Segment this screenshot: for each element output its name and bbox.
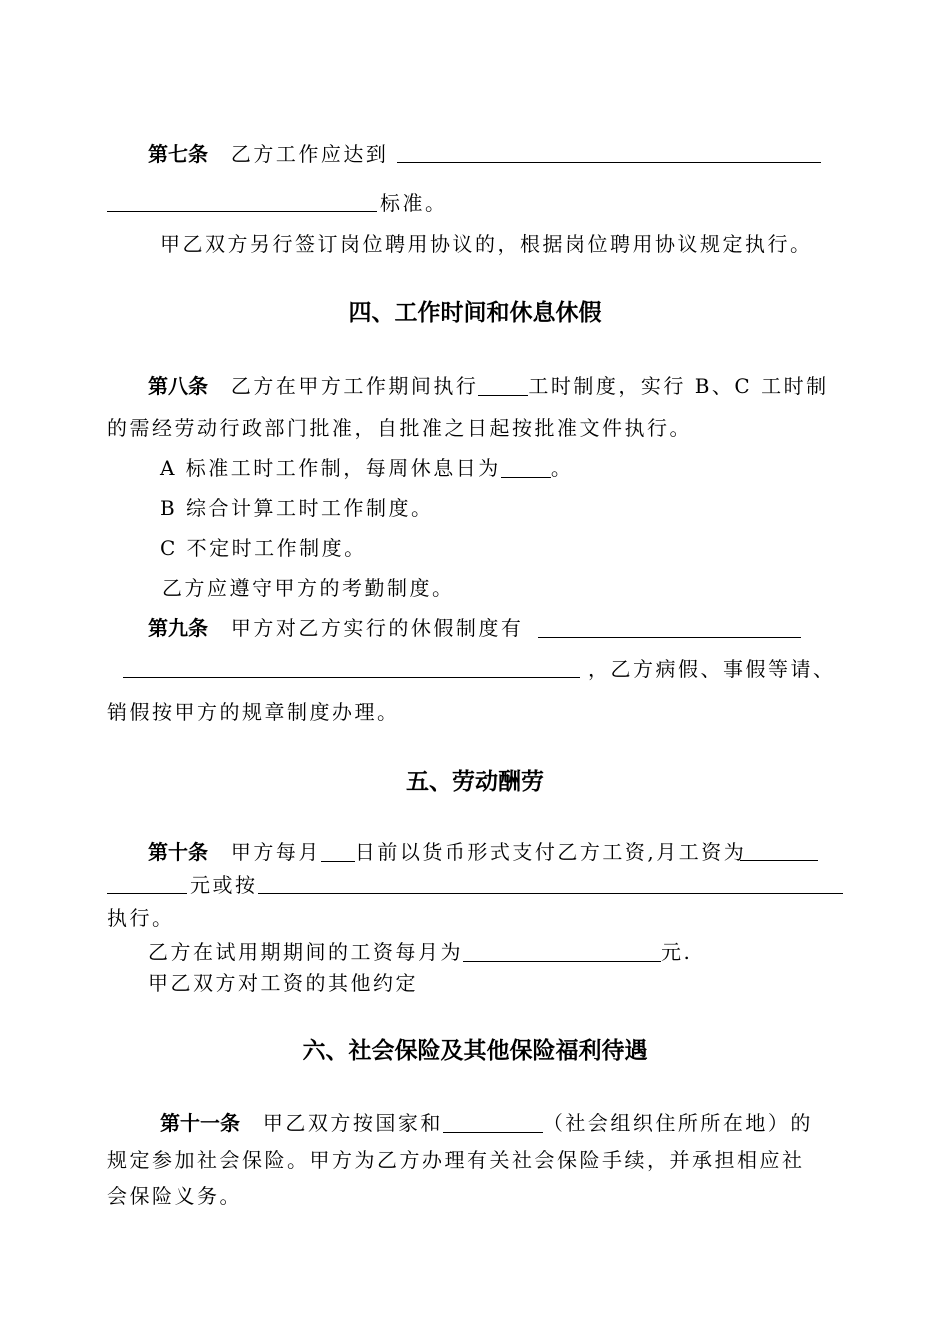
article-7-blank-2 — [107, 211, 377, 212]
article-8-text-1b: 工时制度，实行 B、C 工时制 — [528, 374, 829, 398]
article-11-text-2: 规定参加社会保险。甲方为乙方办理有关社会保险手续，并承担相应社 — [107, 1148, 805, 1172]
article-11-blank — [443, 1112, 543, 1133]
article-9-label: 第九条 — [148, 616, 208, 640]
article-9-blank-2 — [123, 677, 580, 678]
article-7-text-2: 标准。 — [380, 191, 448, 215]
article-11-text-3: 会保险义务。 — [107, 1184, 242, 1208]
article-8-label: 第八条 — [148, 374, 208, 398]
article-9-blank-1 — [538, 637, 801, 638]
article-10-blank-other — [258, 893, 843, 894]
article-10-text-1a: 甲方每月 — [230, 840, 321, 864]
article-8-blank-2 — [501, 457, 551, 478]
section-5-title: 五、劳动酬劳 — [406, 769, 544, 795]
article-9-text-3: 销假按甲方的规章制度办理。 — [107, 700, 400, 724]
article-8-text-1a: 乙方在甲方工作期间执行 — [230, 374, 479, 398]
article-10-blank-salary-2 — [107, 893, 187, 894]
article-11-text-1a: 甲乙双方按国家和 — [262, 1111, 443, 1135]
article-8-option-c: C 不定时工作制度。 — [160, 536, 367, 560]
article-9-text-2: ，乙方病假、事假等请、 — [588, 657, 836, 681]
article-10-text-3: 执行。 — [107, 906, 175, 930]
section-6-title: 六、社会保险及其他保险福利待遇 — [302, 1038, 648, 1064]
article-8-option-b: B 综合计算工时工作制度。 — [160, 496, 434, 520]
article-7-blank-1 — [397, 162, 821, 163]
article-7-line-1 — [148, 141, 388, 167]
article-10-text-2: 元或按 — [190, 873, 258, 897]
article-8-text-2: 的需经劳动行政部门批准，自批准之日起按批准文件执行。 — [107, 416, 692, 440]
article-8-note: 乙方应遵守甲方的考勤制度。 — [162, 576, 455, 600]
article-7-text-3: 甲乙双方另行签订岗位聘用协议的，根据岗位聘用协议规定执行。 — [160, 232, 813, 256]
article-10-line-1 — [148, 839, 746, 865]
article-7-label: 第七条 — [148, 142, 208, 166]
article-11-label: 第十一条 — [160, 1111, 240, 1135]
article-9-text-1: 甲方对乙方实行的休假制度有 — [230, 616, 524, 640]
article-11-line-1 — [160, 1110, 813, 1136]
section-4-title: 四、工作时间和休息休假 — [348, 300, 602, 326]
article-8-blank-1 — [478, 375, 528, 396]
article-8-option-a-text: A 标准工时工作制，每周休息日为 — [160, 456, 501, 480]
article-10-blank-trial — [463, 941, 661, 962]
article-11-text-1b: （社会组织住所所在地）的 — [542, 1111, 813, 1135]
article-7-text-1: 乙方工作应达到 — [230, 142, 389, 166]
article-8-option-a-end: 。 — [550, 456, 574, 480]
article-10-text-1b: 日前以货币形式支付乙方工资,月工资为 — [354, 840, 747, 864]
article-10-blank-day — [321, 841, 355, 862]
article-8-line-1 — [148, 373, 829, 399]
article-10-trial-text: 乙方在试用期期间的工资每月为 — [148, 940, 463, 964]
article-8-option-a — [160, 455, 573, 481]
article-10-trial-end: 元. — [661, 940, 693, 964]
article-10-label: 第十条 — [148, 840, 208, 864]
article-10-blank-salary-1 — [740, 860, 818, 861]
article-9-line-1 — [148, 615, 523, 641]
article-10-trial — [148, 939, 692, 965]
article-10-other: 甲乙双方对工资的其他约定 — [148, 971, 418, 995]
